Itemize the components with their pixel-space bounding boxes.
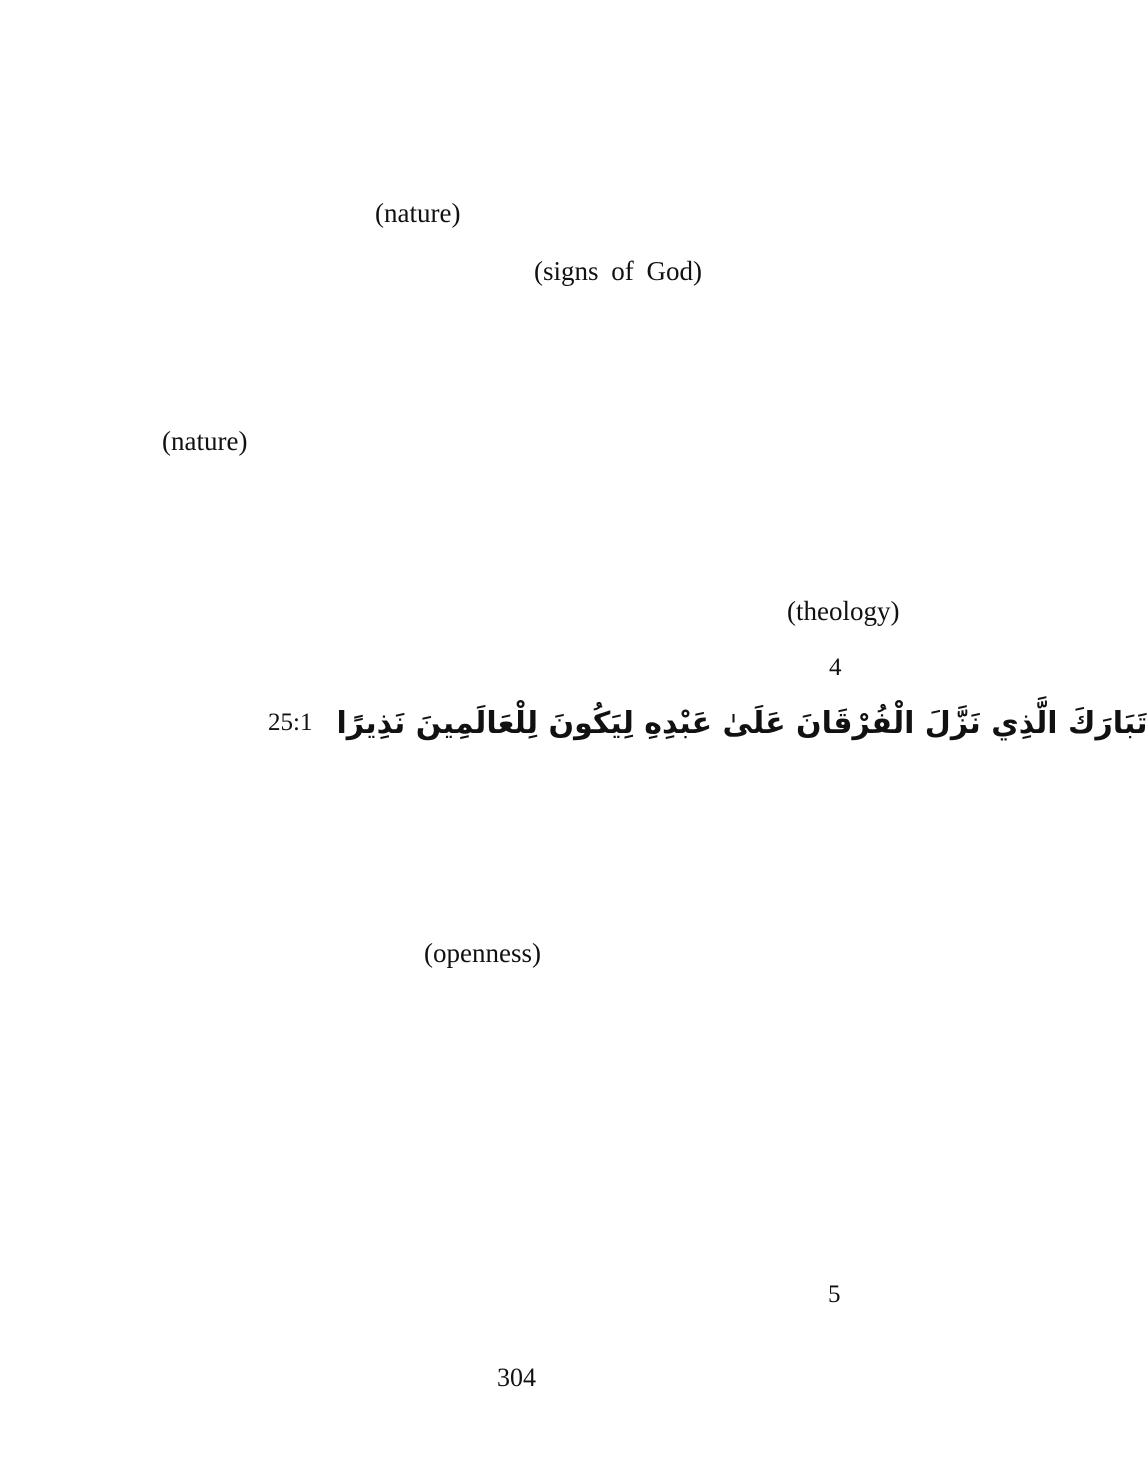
page-number: 304 <box>497 1363 536 1392</box>
verse-reference: 25:1 <box>268 709 313 736</box>
term-theology: (theology) <box>787 596 900 626</box>
verse-arabic-text: تَبَارَكَ الَّذِي نَزَّلَ الْفُرْقَانَ عَلَىٰ عَبْدِهِ لِيَكُونَ لِلْعَالَمِينَ نَذِيرًا <box>336 705 1148 741</box>
footnote-marker-4: 4 <box>829 654 842 681</box>
term-signs-of-god: (signs of God) <box>534 256 702 286</box>
term-nature-first: (nature) <box>375 198 461 228</box>
term-openness: (openness) <box>424 938 541 968</box>
quran-verse <box>268 700 1148 746</box>
term-nature-second: (nature) <box>162 426 248 456</box>
footnote-marker-5: 5 <box>828 1281 841 1308</box>
